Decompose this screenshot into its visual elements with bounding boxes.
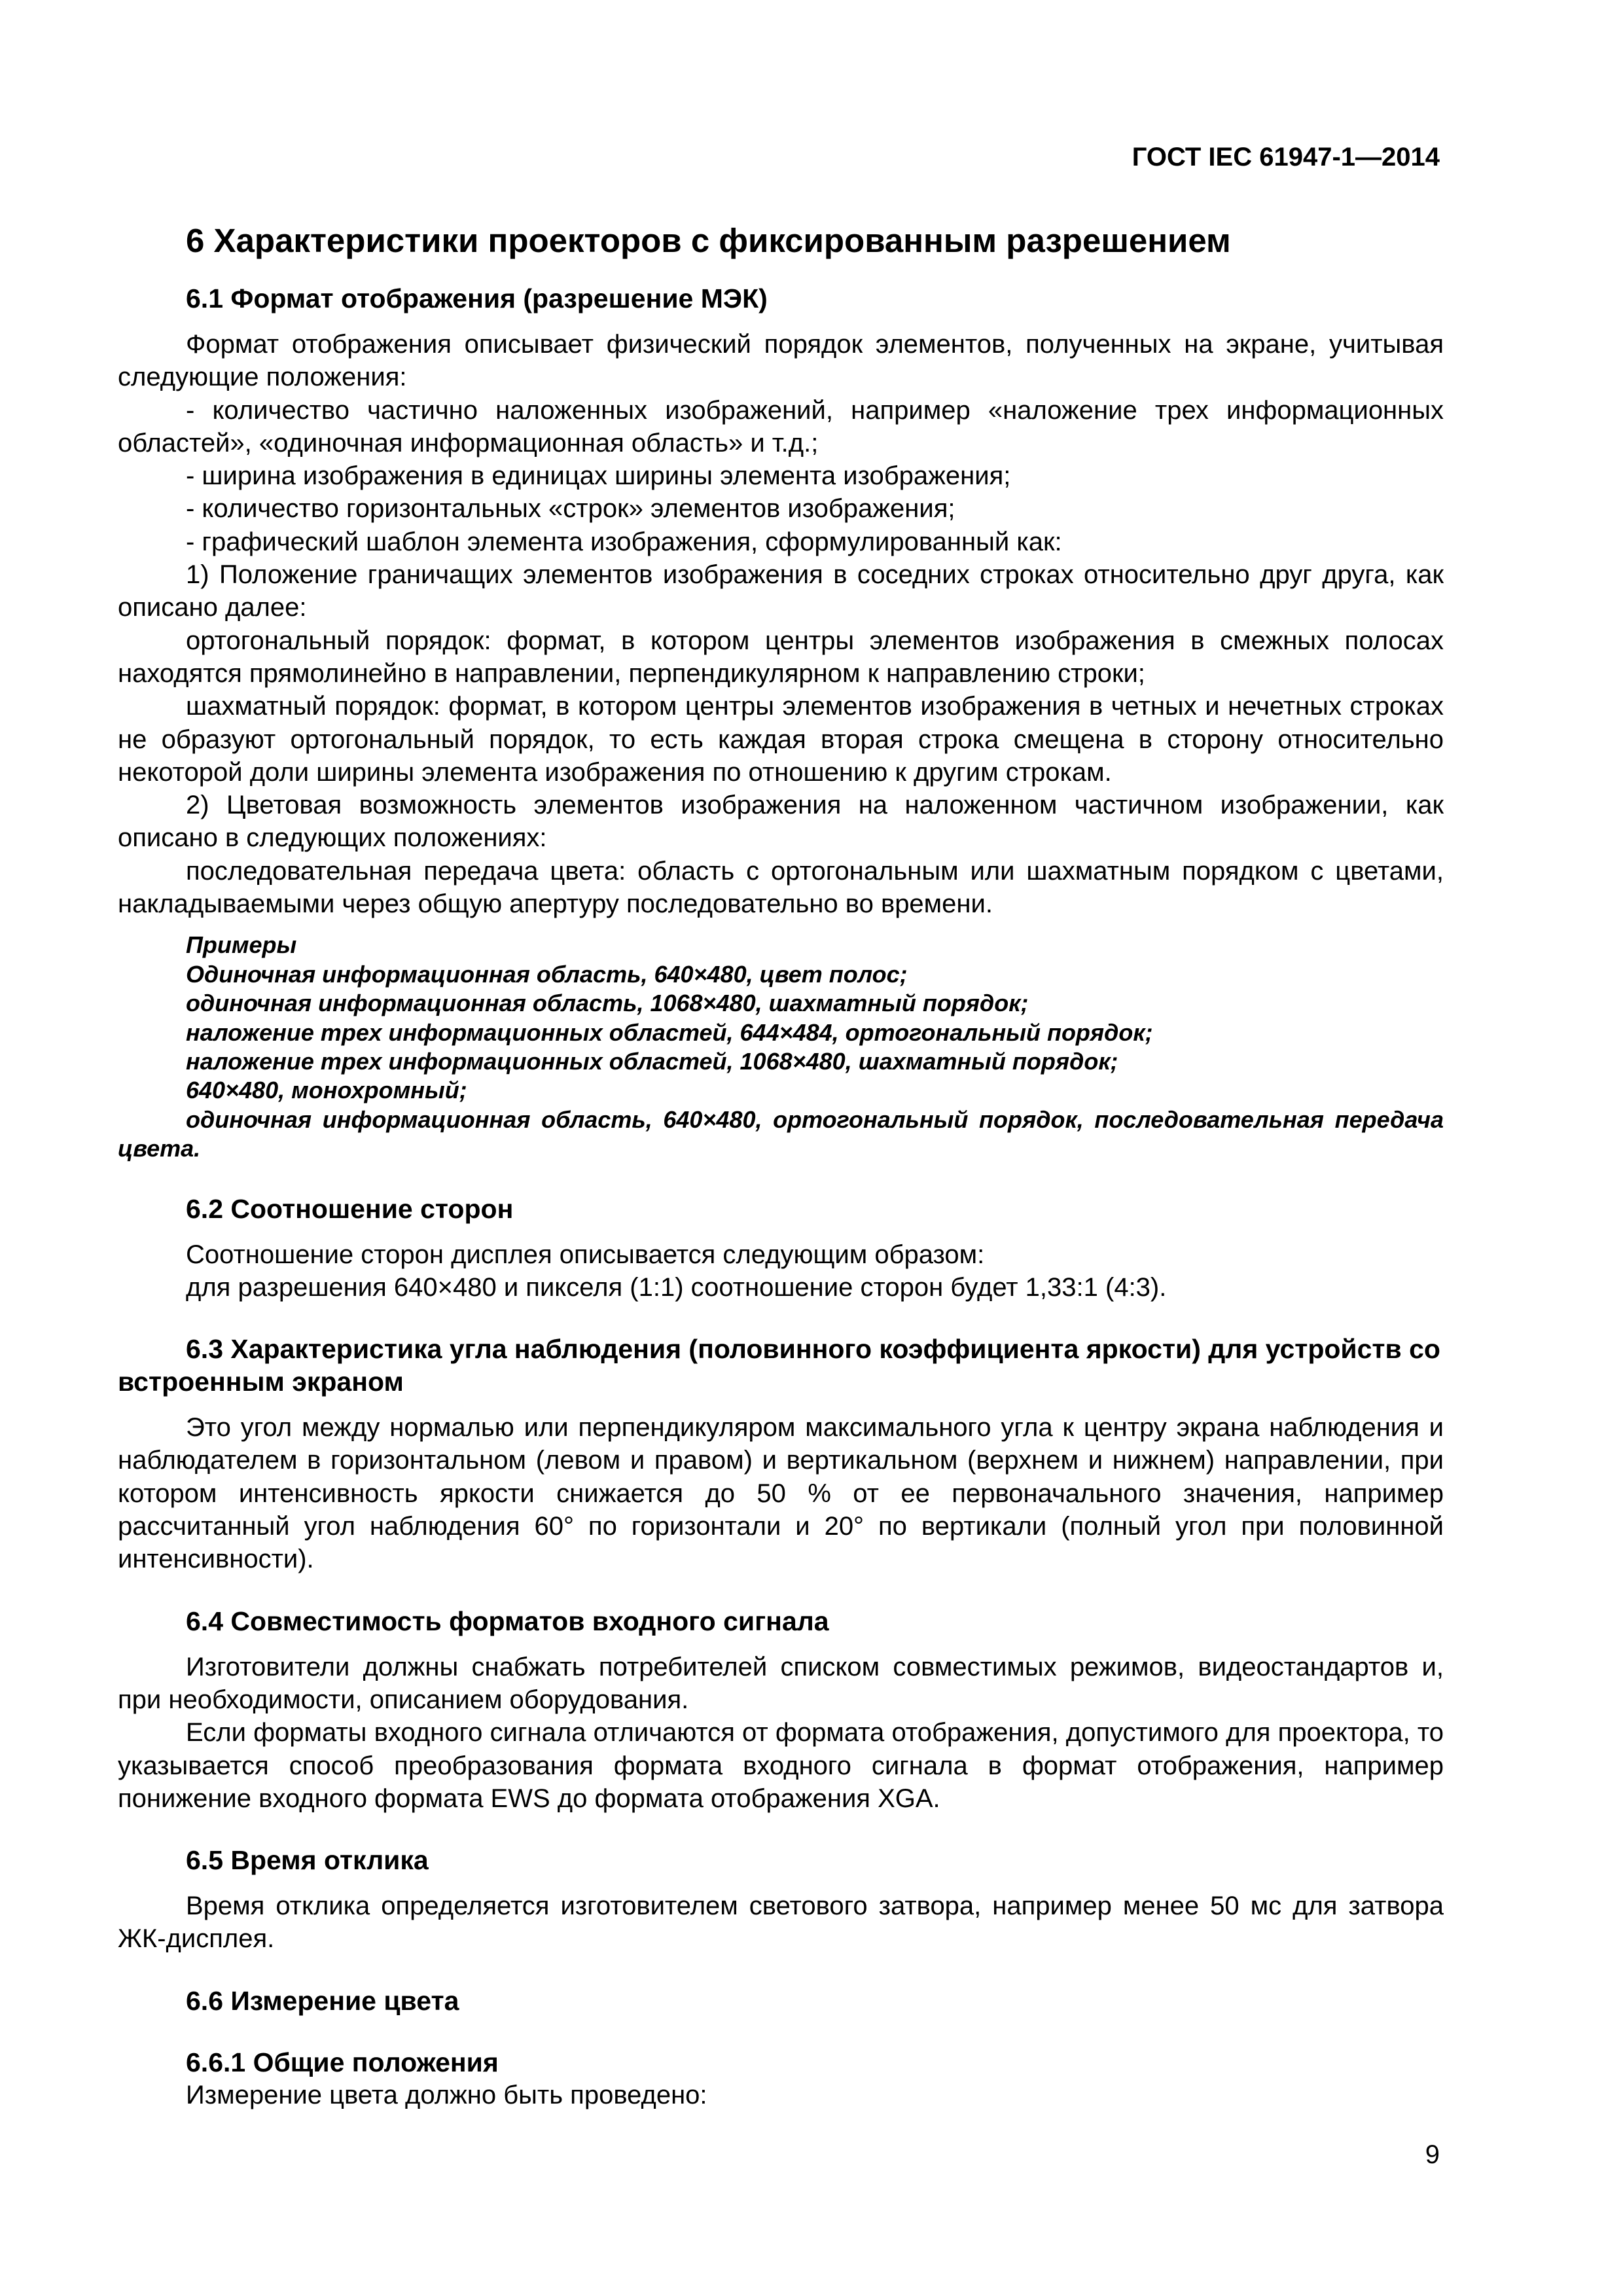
paragraph: шахматный порядок: формат, в котором центры элементов изображения в четных и нечетных строках не образуют ортогональный порядок, то есть каждая вторая строка смещена в сторону относительно некоторой доли ширины элемента изображения по отношению к другим строкам. (118, 692, 1444, 787)
example-item: одиночная информационная область, 1068×480, шахматный порядок; (186, 990, 1029, 1017)
paragraph: 1) Положение граничащих элементов изображения в соседних строках относительно друг друга, как описано далее: (118, 560, 1444, 622)
paragraph: последовательная передача цвета: область с ортогональным или шахматным порядком с цветами, накладываемыми через общую апертуру последовательно во времени. (118, 856, 1444, 919)
examples-heading: Примеры (186, 931, 297, 959)
paragraph: Измерение цвета должно быть проведено: (186, 2080, 707, 2109)
paragraph: 2) Цветовая возможность элементов изображения на наложенном частичном изображении, как описано в следующих положениях: (118, 791, 1444, 853)
list-item: - графический шаблон элемента изображения, сформулированный как: (186, 527, 1062, 556)
paragraph: Формат отображения описывает физический порядок элементов, полученных на экране, учитывая следующие положения: (118, 330, 1444, 392)
document-header-id: ГОСТ IEC 61947-1—2014 (1132, 143, 1440, 171)
page-number: 9 (1425, 2140, 1440, 2169)
list-item: - ширина изображения в единицах ширины элемента изображения; (186, 461, 1011, 491)
example-item: 640×480, монохромный; (186, 1077, 467, 1104)
section-6-6-title: 6.6 Измерение цвета (186, 1985, 459, 2016)
paragraph: для разрешения 640×480 и пикселя (1:1) соотношение сторон будет 1,33:1 (4:3). (186, 1272, 1167, 1302)
paragraph: Соотношение сторон дисплея описывается следующим образом: (186, 1240, 985, 1269)
section-6-5-title: 6.5 Время отклика (186, 1845, 429, 1876)
section-6-4-title: 6.4 Совместимость форматов входного сигнала (186, 1605, 829, 1636)
section-6-3-title: 6.3 Характеристика угла наблюдения (половинного коэффициента яркости) для устройств со встроенным экраном (118, 1334, 1440, 1397)
paragraph: Время отклика определяется изготовителем светового затвора, например менее 50 мс для затвора ЖК-дисплея. (118, 1892, 1444, 1954)
section-6-2-title: 6.2 Соотношение сторон (186, 1193, 514, 1224)
paragraph: Если форматы входного сигнала отличаются от формата отображения, допустимого для проектора, то указывается способ преобразования формата входного сигнала в формат отображения, например понижение входного формата EWS до формата отображения XGA. (118, 1718, 1444, 1813)
examples-block (118, 931, 1444, 1163)
paragraph: ортогональный порядок: формат, в котором центры элементов изображения в смежных полосах находятся прямолинейно в направлении, перпендикулярном к направлению строки; (118, 626, 1444, 688)
section-6-title: 6 Характеристики проекторов с фиксированным разрешением (186, 222, 1231, 259)
example-item: Одиночная информационная область, 640×480, цвет полос; (186, 960, 908, 988)
example-item: одиночная информационная область, 640×480, ортогональный порядок, последовательная передача цвета. (118, 1105, 1444, 1162)
paragraph: Изготовители должны снабжать потребителей списком совместимых режимов, видеостандартов и, при необходимости, описанием оборудования. (118, 1652, 1444, 1714)
section-6-1-title: 6.1 Формат отображения (разрешение МЭК) (186, 283, 768, 314)
list-item: - количество горизонтальных «строк» элементов изображения; (186, 494, 955, 524)
example-item: наложение трех информационных областей, 644×484, ортогональный порядок; (186, 1018, 1153, 1046)
example-item: наложение трех информационных областей, 1068×480, шахматный порядок; (186, 1047, 1118, 1075)
paragraph: Это угол между нормалью или перпендикуляром максимального угла к центру экрана наблюдения и наблюдателем в горизонтальном (левом и правом) и вертикальном (верхнем и нижнем) направлении, при котором интенсивность яркости снижается до 50 % от ее первоначального значения, например рассчитанный угол наблюдения 60° по горизонтали и 20° по вертикали (полный угол при половинной интенсивности). (118, 1413, 1444, 1574)
section-6-6-1-title: 6.6.1 Общие положения (186, 2047, 499, 2077)
list-item: - количество частично наложенных изображений, например «наложение трех информационных областей», «одиночная информационная область» и т.д.; (118, 395, 1444, 457)
page-content (118, 215, 1444, 2111)
